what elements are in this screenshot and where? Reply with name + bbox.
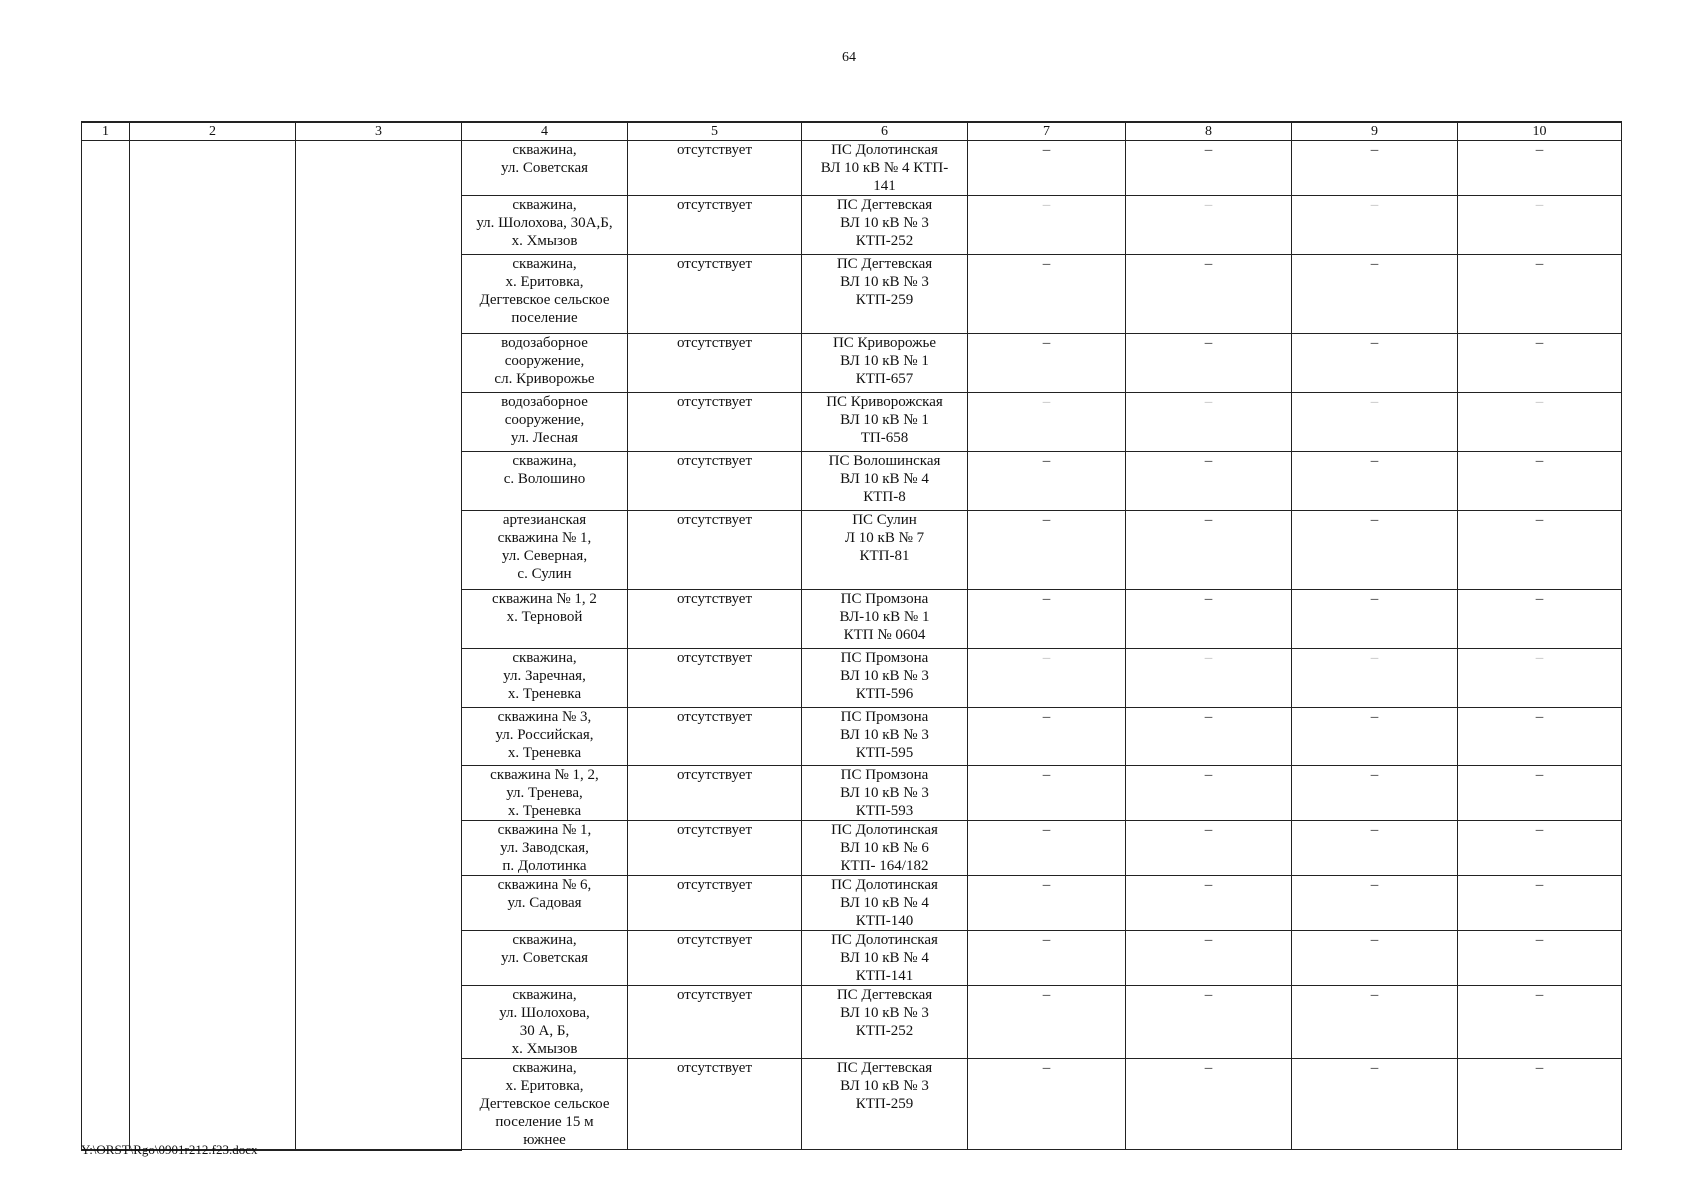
dash-cell: – — [968, 141, 1126, 196]
status-cell: отсутствует — [628, 141, 802, 196]
dash-cell: – — [1126, 334, 1292, 393]
power-source-cell: ПС Промзона ВЛ 10 кВ № 3 КТП-596 — [802, 649, 968, 708]
dash-cell: – — [968, 986, 1126, 1059]
header-cell: 6 — [802, 122, 968, 141]
power-source-cell: ПС Сулин Л 10 кВ № 7 КТП-81 — [802, 511, 968, 590]
dash-cell: – — [1292, 334, 1458, 393]
status-cell: отсутствует — [628, 708, 802, 766]
dash-cell: – — [1458, 452, 1622, 511]
dash-cell: – — [1292, 931, 1458, 986]
dash-cell: – — [1458, 511, 1622, 590]
dash-cell: – — [1126, 452, 1292, 511]
power-source-cell: ПС Долотинская ВЛ 10 кВ № 4 КТП-140 — [802, 876, 968, 931]
dash-cell: – — [968, 334, 1126, 393]
col-3-cell — [296, 141, 462, 1150]
power-source-cell: ПС Криворожье ВЛ 10 кВ № 1 КТП-657 — [802, 334, 968, 393]
dash-cell: – — [1126, 196, 1292, 255]
status-cell: отсутствует — [628, 255, 802, 334]
power-source-cell: ПС Дегтевская ВЛ 10 кВ № 3 КТП-259 — [802, 1059, 968, 1150]
col-1-cell — [82, 141, 130, 1150]
dash-cell: – — [1458, 334, 1622, 393]
status-cell: отсутствует — [628, 986, 802, 1059]
object-cell: скважина № 3, ул. Российская, х. Треневка — [462, 708, 628, 766]
dash-cell: – — [968, 255, 1126, 334]
dash-cell: – — [1292, 708, 1458, 766]
status-cell: отсутствует — [628, 196, 802, 255]
status-cell: отсутствует — [628, 334, 802, 393]
dash-cell: – — [1292, 196, 1458, 255]
dash-cell: – — [1458, 986, 1622, 1059]
header-cell: 1 — [82, 122, 130, 141]
object-cell: скважина № 1, 2, ул. Тренева, х. Треневка — [462, 766, 628, 821]
status-cell: отсутствует — [628, 452, 802, 511]
object-cell: артезианская скважина № 1, ул. Северная, с. Сулин — [462, 511, 628, 590]
dash-cell: – — [1126, 141, 1292, 196]
dash-cell: – — [1458, 255, 1622, 334]
data-table — [81, 121, 1622, 1151]
dash-cell: – — [1292, 986, 1458, 1059]
object-cell: скважина, х. Еритовка, Дегтевское сельское поселение — [462, 255, 628, 334]
status-cell: отсутствует — [628, 1059, 802, 1150]
object-cell: скважина, х. Еритовка, Дегтевское сельское поселение 15 м южнее — [462, 1059, 628, 1150]
col-2-cell — [130, 141, 296, 1150]
header-row — [82, 122, 1622, 141]
dash-cell: – — [1126, 876, 1292, 931]
dash-cell: – — [1458, 1059, 1622, 1150]
status-cell: отсутствует — [628, 766, 802, 821]
table-body — [82, 141, 1622, 1150]
dash-cell: – — [1126, 590, 1292, 649]
dash-cell: – — [1292, 649, 1458, 708]
power-source-cell: ПС Дегтевская ВЛ 10 кВ № 3 КТП-252 — [802, 986, 968, 1059]
dash-cell: – — [1126, 255, 1292, 334]
object-cell: водозаборное сооружение, ул. Лесная — [462, 393, 628, 452]
power-source-cell: ПС Волошинская ВЛ 10 кВ № 4 КТП-8 — [802, 452, 968, 511]
object-cell: скважина № 1, 2 х. Терновой — [462, 590, 628, 649]
dash-cell: – — [1458, 141, 1622, 196]
header-cell: 8 — [1126, 122, 1292, 141]
status-cell: отсутствует — [628, 649, 802, 708]
status-cell: отсутствует — [628, 393, 802, 452]
dash-cell: – — [1126, 393, 1292, 452]
dash-cell: – — [968, 708, 1126, 766]
header-cell: 9 — [1292, 122, 1458, 141]
dash-cell: – — [968, 821, 1126, 876]
dash-cell: – — [968, 1059, 1126, 1150]
dash-cell: – — [1292, 766, 1458, 821]
object-cell: скважина № 1, ул. Заводская, п. Долотинка — [462, 821, 628, 876]
header-cell: 5 — [628, 122, 802, 141]
dash-cell: – — [1126, 821, 1292, 876]
object-cell: скважина, ул. Советская — [462, 931, 628, 986]
dash-cell: – — [968, 931, 1126, 986]
page-number: 64 — [842, 50, 856, 65]
dash-cell: – — [1458, 876, 1622, 931]
header-cell: 4 — [462, 122, 628, 141]
power-source-cell: ПС Криворожская ВЛ 10 кВ № 1 ТП-658 — [802, 393, 968, 452]
object-cell: скважина, ул. Шолохова, 30А,Б, х. Хмызов — [462, 196, 628, 255]
dash-cell: – — [1126, 931, 1292, 986]
dash-cell: – — [1292, 876, 1458, 931]
dash-cell: – — [1458, 821, 1622, 876]
dash-cell: – — [1292, 393, 1458, 452]
header-cell: 3 — [296, 122, 462, 141]
power-source-cell: ПС Дегтевская ВЛ 10 кВ № 3 КТП-259 — [802, 255, 968, 334]
status-cell: отсутствует — [628, 590, 802, 649]
dash-cell: – — [1126, 708, 1292, 766]
power-source-cell: ПС Промзона ВЛ-10 кВ № 1 КТП № 0604 — [802, 590, 968, 649]
status-cell: отсутствует — [628, 511, 802, 590]
dash-cell: – — [1126, 986, 1292, 1059]
status-cell: отсутствует — [628, 821, 802, 876]
status-cell: отсутствует — [628, 876, 802, 931]
dash-cell: – — [968, 452, 1126, 511]
dash-cell: – — [1126, 1059, 1292, 1150]
object-cell: скважина, ул. Советская — [462, 141, 628, 196]
object-cell: водозаборное сооружение, сл. Криворожье — [462, 334, 628, 393]
dash-cell: – — [968, 196, 1126, 255]
dash-cell: – — [968, 590, 1126, 649]
dash-cell: – — [968, 393, 1126, 452]
dash-cell: – — [1458, 708, 1622, 766]
dash-cell: – — [1126, 511, 1292, 590]
power-source-cell: ПС Долотинская ВЛ 10 кВ № 4 КТП- 141 — [802, 141, 968, 196]
object-cell: скважина № 6, ул. Садовая — [462, 876, 628, 931]
power-source-cell: ПС Долотинская ВЛ 10 кВ № 4 КТП-141 — [802, 931, 968, 986]
dash-cell: – — [968, 876, 1126, 931]
dash-cell: – — [1458, 649, 1622, 708]
header-cell: 7 — [968, 122, 1126, 141]
dash-cell: – — [1458, 590, 1622, 649]
power-source-cell: ПС Дегтевская ВЛ 10 кВ № 3 КТП-252 — [802, 196, 968, 255]
dash-cell: – — [1458, 393, 1622, 452]
dash-cell: – — [1292, 590, 1458, 649]
dash-cell: – — [1458, 931, 1622, 986]
header-cell: 2 — [130, 122, 296, 141]
dash-cell: – — [1292, 1059, 1458, 1150]
object-cell: скважина, ул. Заречная, х. Треневка — [462, 649, 628, 708]
dash-cell: – — [968, 766, 1126, 821]
table-row — [82, 141, 1622, 196]
object-cell: скважина, ул. Шолохова, 30 А, Б, х. Хмызов — [462, 986, 628, 1059]
dash-cell: – — [1126, 649, 1292, 708]
dash-cell: – — [1292, 821, 1458, 876]
dash-cell: – — [1292, 255, 1458, 334]
dash-cell: – — [1292, 511, 1458, 590]
status-cell: отсутствует — [628, 931, 802, 986]
power-source-cell: ПС Долотинская ВЛ 10 кВ № 6 КТП- 164/182 — [802, 821, 968, 876]
dash-cell: – — [1292, 141, 1458, 196]
dash-cell: – — [968, 511, 1126, 590]
dash-cell: – — [1126, 766, 1292, 821]
power-source-cell: ПС Промзона ВЛ 10 кВ № 3 КТП-593 — [802, 766, 968, 821]
dash-cell: – — [968, 649, 1126, 708]
object-cell: скважина, с. Волошино — [462, 452, 628, 511]
dash-cell: – — [1458, 766, 1622, 821]
dash-cell: – — [1292, 452, 1458, 511]
dash-cell: – — [1458, 196, 1622, 255]
footer-file-path: Y:\ORST\Rgo\0901r212.f23.docx — [81, 1142, 258, 1157]
power-source-cell: ПС Промзона ВЛ 10 кВ № 3 КТП-595 — [802, 708, 968, 766]
header-cell: 10 — [1458, 122, 1622, 141]
